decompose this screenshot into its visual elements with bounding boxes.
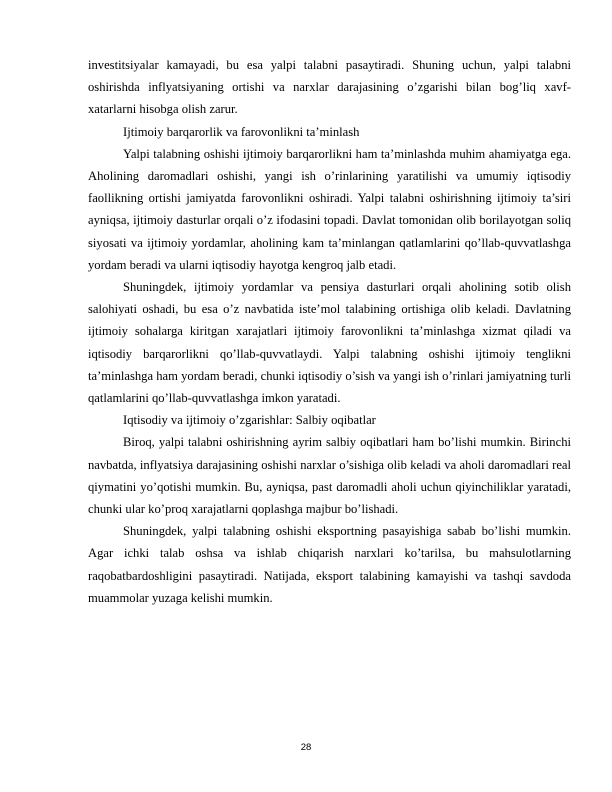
paragraph-social-support: Shuningdek, ijtimoiy yordamlar va pensiya dasturlari orqali aholining sotib olish salohiyati oshadi, bu esa o’z navbatida iste’mol talabining ortishiga olib keladi. Davlatning ijtimoiy sohalarga kiritgan xarajatlari ijtimoiy farovonlikni ta’minlashga xizmat qiladi va iqtisodiy barqarorlikni qo’llab-quvvatlaydi. Yalpi talabning oshishi ijtimoiy tenglikni ta’minlashga ham yordam beradi, chunki iqtisodiy o’sish va yangi ish o’rinlari jamiyatning turli qatlamlarini qo’llab-quvvatlashga imkon yaratadi.: [88, 280, 571, 406]
paragraph-continuation: investitsiyalar kamayadi, bu esa yalpi talabni pasaytiradi. Shuning uchun, yalpi talabni oshirishda inflyatsiyaning ortishi va narxlar darajasining o’zgarishi bilan bog’liq xavf-xatarlarni hisobga olish zarur.: [88, 58, 571, 117]
document-body: [88, 54, 571, 609]
section-heading-social-stability: Ijtimoiy barqarorlik va farovonlikni ta’minlash: [123, 124, 360, 139]
paragraph-export-effects: Shuningdek, yalpi talabning oshishi eksportning pasayishiga sabab bo’lishi mumkin. Agar ichki talab oshsa va ishlab chiqarish narxlari ko’tarilsa, bu mahsulotlarning raqobatbardoshligini pasaytiradi. Natijada, eksport talabining kamayishi va tashqi savdoda muammolar yuzaga kelishi mumkin.: [88, 524, 571, 605]
paragraph-social-stability: Yalpi talabning oshishi ijtimoiy barqarorlikni ham ta’minlashda muhim ahamiyatga ega. Aholining daromadlari oshishi, yangi ish o’rinlarining yaratilishi va umumiy iqtisodiy faollikning ortishi jamiyatda farovonlikni oshiradi. Yalpi talabni oshirishning ijtimoiy ta’siri ayniqsa, ijtimoiy dasturlar orqali o’z ifodasini topadi. Davlat tomonidan olib borilayotgan soliq siyosati va ijtimoiy yordamlar, aholining kam ta’minlangan qatlamlarini qo’llab-quvvatlashga yordam beradi va ularni iqtisodiy hayotga kengroq jalb etadi.: [88, 146, 571, 272]
page-number: 28: [300, 742, 312, 753]
section-heading-negative-consequences: Iqtisodiy va ijtimoiy o’zgarishlar: Salbiy oqibatlar: [123, 413, 376, 428]
paragraph-inflation-effects: Biroq, yalpi talabni oshirishning ayrim salbiy oqibatlari ham bo’lishi mumkin. Birinchi navbatda, inflyatsiya darajasining oshishi narxlar o’sishiga olib keladi va aholi daromadlari real qiymatini yo’qotishi mumkin. Bu, ayniqsa, past daromadli aholi uchun qiyinchiliklar yaratadi, chunki ular ko’proq xarajatlarni qoplashga majbur bo’lishadi.: [88, 435, 571, 517]
